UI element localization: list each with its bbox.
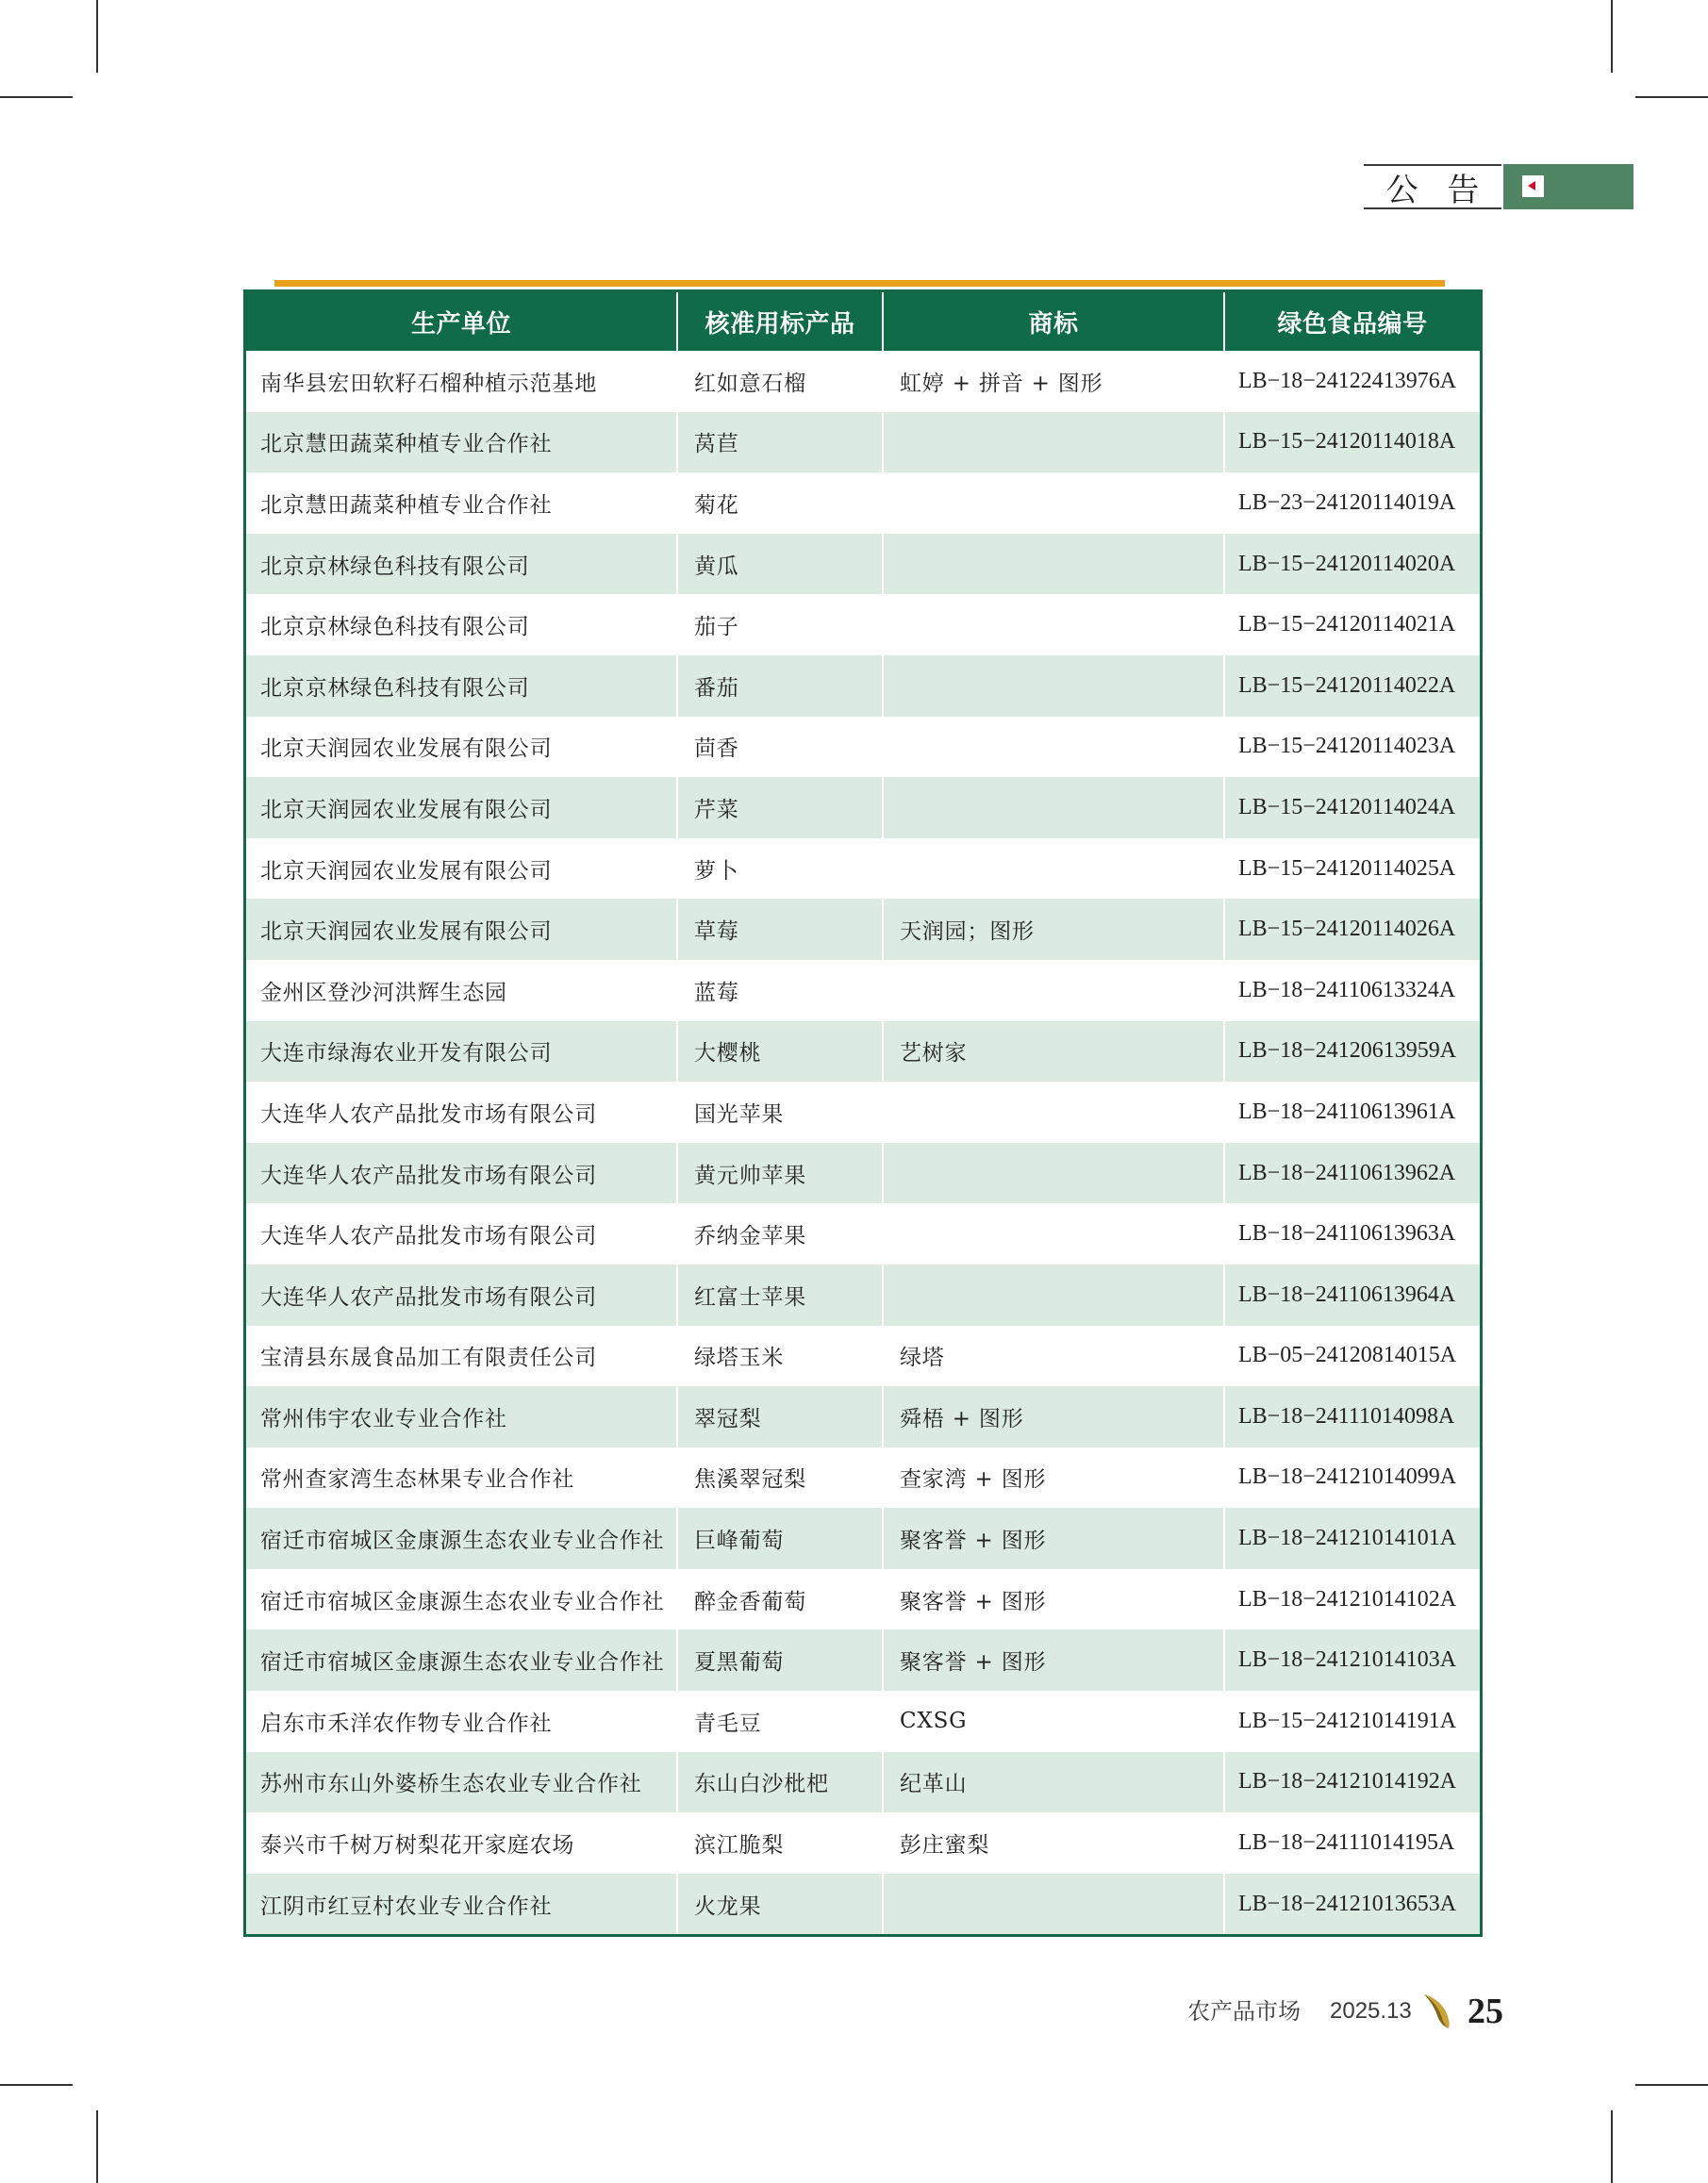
product-cell: 焦溪翠冠梨 xyxy=(678,1447,884,1509)
table-row xyxy=(246,838,1480,900)
header-code: 绿色食品编号 xyxy=(1277,309,1428,339)
trademark-cell: 纪革山 xyxy=(884,1752,1225,1813)
product-cell: 绿塔玉米 xyxy=(678,1326,884,1387)
crop-mark-bottom-right-horizontal xyxy=(1635,2084,1708,2086)
green-food-table xyxy=(243,289,1483,1937)
code-cell: LB−15−24120114026A xyxy=(1238,917,1456,942)
table-row xyxy=(246,1812,1480,1874)
product-cell: 国光苹果 xyxy=(678,1082,884,1143)
trademark-cell xyxy=(884,1143,1225,1204)
trademark-cell xyxy=(884,655,1225,717)
table-row xyxy=(246,534,1480,595)
table-row xyxy=(246,1629,1480,1691)
product-cell: 滨江脆梨 xyxy=(678,1812,884,1874)
code-cell: LB−18−24111014098A xyxy=(1238,1403,1455,1429)
trademark-cell xyxy=(884,1265,1225,1326)
crop-mark-bottom-left-vertical xyxy=(96,2110,98,2183)
code-cell: LB−15−24120114022A xyxy=(1238,672,1456,698)
header-producer: 生产单位 xyxy=(246,292,678,351)
code-cell: LB−18−24121014102A xyxy=(1238,1586,1457,1612)
table-row xyxy=(246,351,1480,412)
code-cell: LB−18−24110613964A xyxy=(1238,1282,1456,1307)
code-cell: LB−15−24120114018A xyxy=(1238,429,1456,455)
code-cell: LB−18−24120613959A xyxy=(1238,1038,1457,1064)
product-cell: 芹菜 xyxy=(678,777,884,838)
product-cell: 蓝莓 xyxy=(678,960,884,1021)
table-row xyxy=(246,1386,1480,1447)
table-row xyxy=(246,1265,1480,1326)
producer-cell: 金州区登沙河洪辉生态园 xyxy=(246,960,678,1021)
header-product: 核准用标产品 xyxy=(678,292,884,351)
producer-cell: 大连华人农产品批发市场有限公司 xyxy=(246,1265,678,1326)
table-row xyxy=(246,1691,1480,1752)
producer-cell: 南华县宏田软籽石榴种植示范基地 xyxy=(246,351,678,412)
table-row xyxy=(246,655,1480,717)
product-cell: 黄瓜 xyxy=(678,534,884,595)
trademark-cell: 天润园；图形 xyxy=(884,899,1225,960)
trademark-cell xyxy=(884,472,1225,534)
trademark-cell: CXSG xyxy=(884,1691,1225,1752)
product-cell: 红富士苹果 xyxy=(678,1265,884,1326)
table-top-rule xyxy=(274,280,1445,287)
product-cell: 巨峰葡萄 xyxy=(678,1508,884,1569)
code-cell: LB−15−24120114024A xyxy=(1238,794,1456,819)
trademark-cell xyxy=(884,1203,1225,1265)
code-cell: LB−15−24120114020A xyxy=(1238,551,1456,576)
producer-cell: 宿迁市宿城区金康源生态农业专业合作社 xyxy=(246,1508,678,1569)
code-cell: LB−18−24110613961A xyxy=(1238,1099,1456,1124)
trademark-cell xyxy=(884,1082,1225,1143)
table-header-row xyxy=(246,292,1480,351)
producer-cell: 常州伟宇农业专业合作社 xyxy=(246,1386,678,1447)
product-cell: 萝卜 xyxy=(678,838,884,900)
trademark-cell xyxy=(884,777,1225,838)
code-cell: LB−15−24120114023A xyxy=(1238,734,1456,759)
producer-cell: 北京天润园农业发展有限公司 xyxy=(246,777,678,838)
product-cell: 醉金香葡萄 xyxy=(678,1569,884,1630)
trademark-cell xyxy=(884,838,1225,900)
crop-mark-top-right-vertical xyxy=(1611,0,1613,73)
product-cell: 翠冠梨 xyxy=(678,1386,884,1447)
product-cell: 莴苣 xyxy=(678,412,884,473)
code-cell: LB−18−24121014192A xyxy=(1238,1769,1457,1794)
producer-cell: 宿迁市宿城区金康源生态农业专业合作社 xyxy=(246,1569,678,1630)
code-cell: LB−18−24110613963A xyxy=(1238,1221,1456,1247)
producer-cell: 宝清县东晟食品加工有限责任公司 xyxy=(246,1326,678,1387)
product-cell: 茄子 xyxy=(678,594,884,655)
product-cell: 番茄 xyxy=(678,655,884,717)
crop-mark-bottom-right-vertical xyxy=(1611,2110,1613,2183)
table-row xyxy=(246,1203,1480,1265)
trademark-cell xyxy=(884,1874,1225,1935)
table-row xyxy=(246,1874,1480,1935)
triangle-left-icon xyxy=(1522,175,1544,197)
producer-cell: 大连华人农产品批发市场有限公司 xyxy=(246,1082,678,1143)
table-row xyxy=(246,1021,1480,1083)
product-cell: 火龙果 xyxy=(678,1874,884,1935)
producer-cell: 宿迁市宿城区金康源生态农业专业合作社 xyxy=(246,1629,678,1691)
product-cell: 草莓 xyxy=(678,899,884,960)
trademark-cell: 舜梧 + 图形 xyxy=(884,1386,1225,1447)
trademark-cell xyxy=(884,534,1225,595)
code-cell: LB−18−24110613962A xyxy=(1238,1160,1456,1185)
producer-cell: 大连市绿海农业开发有限公司 xyxy=(246,1021,678,1083)
header-trademark: 商标 xyxy=(884,292,1225,351)
table-row xyxy=(246,960,1480,1021)
trademark-cell xyxy=(884,717,1225,778)
producer-cell: 泰兴市千树万树梨花开家庭农场 xyxy=(246,1812,678,1874)
table-row xyxy=(246,594,1480,655)
table-row xyxy=(246,1326,1480,1387)
product-cell: 大樱桃 xyxy=(678,1021,884,1083)
leaf-icon xyxy=(1421,1992,1451,2029)
producer-cell: 大连华人农产品批发市场有限公司 xyxy=(246,1143,678,1204)
producer-cell: 北京天润园农业发展有限公司 xyxy=(246,838,678,900)
producer-cell: 大连华人农产品批发市场有限公司 xyxy=(246,1203,678,1265)
product-cell: 东山白沙枇杷 xyxy=(678,1752,884,1813)
section-tag-accent xyxy=(1503,164,1633,209)
table-row xyxy=(246,1143,1480,1204)
product-cell: 菊花 xyxy=(678,472,884,534)
table-row xyxy=(246,1082,1480,1143)
table-row xyxy=(246,1508,1480,1569)
product-cell: 青毛豆 xyxy=(678,1691,884,1752)
producer-cell: 北京京林绿色科技有限公司 xyxy=(246,655,678,717)
footer-magazine-name: 农产品市场 xyxy=(1187,1998,1301,2025)
producer-cell: 北京天润园农业发展有限公司 xyxy=(246,717,678,778)
code-cell: LB−15−24121014191A xyxy=(1238,1708,1457,1733)
producer-cell: 北京慧田蔬菜种植专业合作社 xyxy=(246,412,678,473)
producer-cell: 北京京林绿色科技有限公司 xyxy=(246,534,678,595)
code-cell: LB−18−24121014099A xyxy=(1238,1464,1457,1490)
trademark-cell xyxy=(884,960,1225,1021)
table-row xyxy=(246,1569,1480,1630)
trademark-cell: 聚客誉 + 图形 xyxy=(884,1508,1225,1569)
code-cell: LB−23−24120114019A xyxy=(1238,489,1456,515)
footer-issue-number: 2025.13 xyxy=(1330,1998,1412,2024)
code-cell: LB−15−24120114021A xyxy=(1238,612,1456,637)
product-cell: 夏黑葡萄 xyxy=(678,1629,884,1691)
trademark-cell: 虹婷 + 拼音 + 图形 xyxy=(884,351,1225,412)
section-tag: 公 告 xyxy=(1364,164,1501,209)
product-cell: 红如意石榴 xyxy=(678,351,884,412)
crop-mark-top-right-horizontal xyxy=(1635,96,1708,98)
table-row xyxy=(246,1447,1480,1509)
table-row xyxy=(246,1752,1480,1813)
code-cell: LB−18−24111014195A xyxy=(1238,1830,1455,1856)
table-row xyxy=(246,777,1480,838)
trademark-cell: 查家湾 + 图形 xyxy=(884,1447,1225,1509)
table-row xyxy=(246,899,1480,960)
table-row xyxy=(246,717,1480,778)
producer-cell: 北京京林绿色科技有限公司 xyxy=(246,594,678,655)
product-cell: 乔纳金苹果 xyxy=(678,1203,884,1265)
trademark-cell: 聚客誉 + 图形 xyxy=(884,1629,1225,1691)
table-row xyxy=(246,412,1480,473)
product-cell: 黄元帅苹果 xyxy=(678,1143,884,1204)
product-cell: 茴香 xyxy=(678,717,884,778)
producer-cell: 常州查家湾生态林果专业合作社 xyxy=(246,1447,678,1509)
code-cell: LB−18−24121014103A xyxy=(1238,1647,1457,1673)
table-body xyxy=(246,351,1480,1934)
table-row xyxy=(246,472,1480,534)
trademark-cell: 绿塔 xyxy=(884,1326,1225,1387)
producer-cell: 北京天润园农业发展有限公司 xyxy=(246,899,678,960)
producer-cell: 江阴市红豆村农业专业合作社 xyxy=(246,1874,678,1935)
code-cell: LB−05−24120814015A xyxy=(1238,1343,1457,1368)
trademark-cell: 聚客誉 + 图形 xyxy=(884,1569,1225,1630)
page-number: 25 xyxy=(1468,1992,1503,2031)
trademark-cell xyxy=(884,412,1225,473)
code-cell: LB−18−24121013653A xyxy=(1238,1891,1457,1916)
producer-cell: 苏州市东山外婆桥生态农业专业合作社 xyxy=(246,1752,678,1813)
trademark-cell: 彭庄蜜梨 xyxy=(884,1812,1225,1874)
code-cell: LB−18−24121014101A xyxy=(1238,1526,1457,1551)
crop-mark-top-left-vertical xyxy=(96,0,98,73)
crop-mark-bottom-left-horizontal xyxy=(0,2084,73,2086)
producer-cell: 北京慧田蔬菜种植专业合作社 xyxy=(246,472,678,534)
trademark-cell xyxy=(884,594,1225,655)
trademark-cell: 艺树家 xyxy=(884,1021,1225,1083)
crop-mark-top-left-horizontal xyxy=(0,96,73,98)
code-cell: LB−15−24120114025A xyxy=(1238,855,1456,881)
code-cell: LB−18−24110613324A xyxy=(1238,977,1456,1002)
producer-cell: 启东市禾洋农作物专业合作社 xyxy=(246,1691,678,1752)
code-cell: LB−18−24122413976A xyxy=(1238,368,1457,393)
